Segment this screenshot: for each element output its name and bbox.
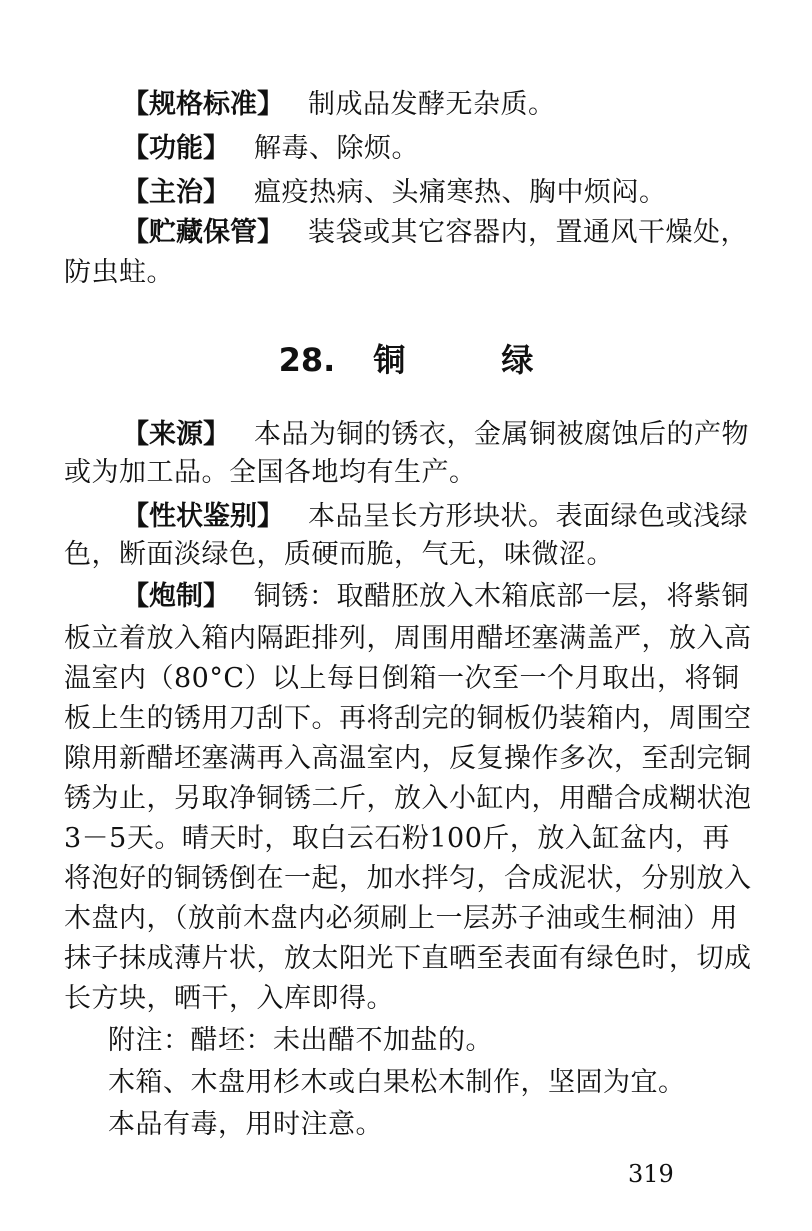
processing-line: 抹子抹成薄片状，放太阳光下直晒至表面有绿色时，切成 <box>64 943 752 974</box>
function-line <box>122 132 734 166</box>
indication-text: 瘟疫热病、头痛寒热、胸中烦闷。 <box>254 177 667 208</box>
function-text: 解毒、除烦。 <box>254 133 419 164</box>
processing-label: 【炮制】 <box>122 581 230 612</box>
title-number: 28. <box>278 341 336 379</box>
processing-line: 长方块，晒干，入库即得。 <box>64 983 394 1014</box>
processing-line-1 <box>122 580 749 614</box>
note-line-3: 本品有毒，用时注意。 <box>108 1109 383 1140</box>
title-char-1: 铜 <box>373 341 406 379</box>
storage-label: 【贮藏保管】 <box>122 217 284 248</box>
processing-line: 板上生的锈用刀刮下。再将刮完的铜板仍装箱内，周围空 <box>64 703 752 734</box>
function-label: 【功能】 <box>122 133 230 164</box>
spec-standard-label: 【规格标准】 <box>122 89 284 120</box>
processing-line: 隙用新醋坯塞满再入高温室内，反复操作多次，至刮完铜 <box>64 743 752 774</box>
identification-line-2: 色，断面淡绿色，质硬而脆，气无，味微涩。 <box>64 539 614 570</box>
identification-text-1: 本品呈长方形块状。表面绿色或浅绿 <box>308 501 748 532</box>
source-label: 【来源】 <box>122 419 230 450</box>
spec-standard-line <box>122 88 734 122</box>
source-line-1 <box>122 418 749 452</box>
indication-line <box>122 176 734 210</box>
processing-line: 木盘内，（放前木盘内必须刷上一层苏子油或生桐油）用 <box>64 903 738 934</box>
identification-label: 【性状鉴别】 <box>122 501 284 532</box>
storage-text: 装袋或其它容器内，置通风干燥处， <box>308 217 748 248</box>
indication-label: 【主治】 <box>122 177 230 208</box>
section-title <box>0 340 812 380</box>
processing-line: 板立着放入箱内隔距排列，周围用醋坯塞满盖严，放入高 <box>64 623 752 654</box>
processing-line: 3－5天。晴天时，取白云石粉100斤，放入缸盆内，再 <box>64 823 730 854</box>
page-number: 319 <box>628 1160 674 1188</box>
processing-line: 温室内（80°C）以上每日倒箱一次至一个月取出，将铜 <box>64 663 740 694</box>
note-line-2: 木箱、木盘用杉木或白果松木制作，坚固为宜。 <box>108 1067 686 1098</box>
processing-line: 将泡好的铜锈倒在一起，加水拌匀，合成泥状，分别放入 <box>64 863 752 894</box>
identification-line-1 <box>122 500 748 534</box>
note-line-1: 附注：醋坯：未出醋不加盐的。 <box>108 1025 493 1056</box>
spec-standard-text: 制成品发酵无杂质。 <box>308 89 556 120</box>
source-text-1: 本品为铜的锈衣，金属铜被腐蚀后的产物 <box>254 419 749 450</box>
processing-line: 锈为止，另取净铜锈二斤，放入小缸内，用醋合成糊状泡 <box>64 783 752 814</box>
title-char-2: 绿 <box>501 341 534 379</box>
source-line-2: 或为加工品。全国各地均有生产。 <box>64 457 477 488</box>
processing-text-1: 铜锈：取醋胚放入木箱底部一层，将紫铜 <box>254 581 749 612</box>
storage-line <box>122 216 748 250</box>
storage-continuation: 防虫蛀。 <box>64 257 174 288</box>
